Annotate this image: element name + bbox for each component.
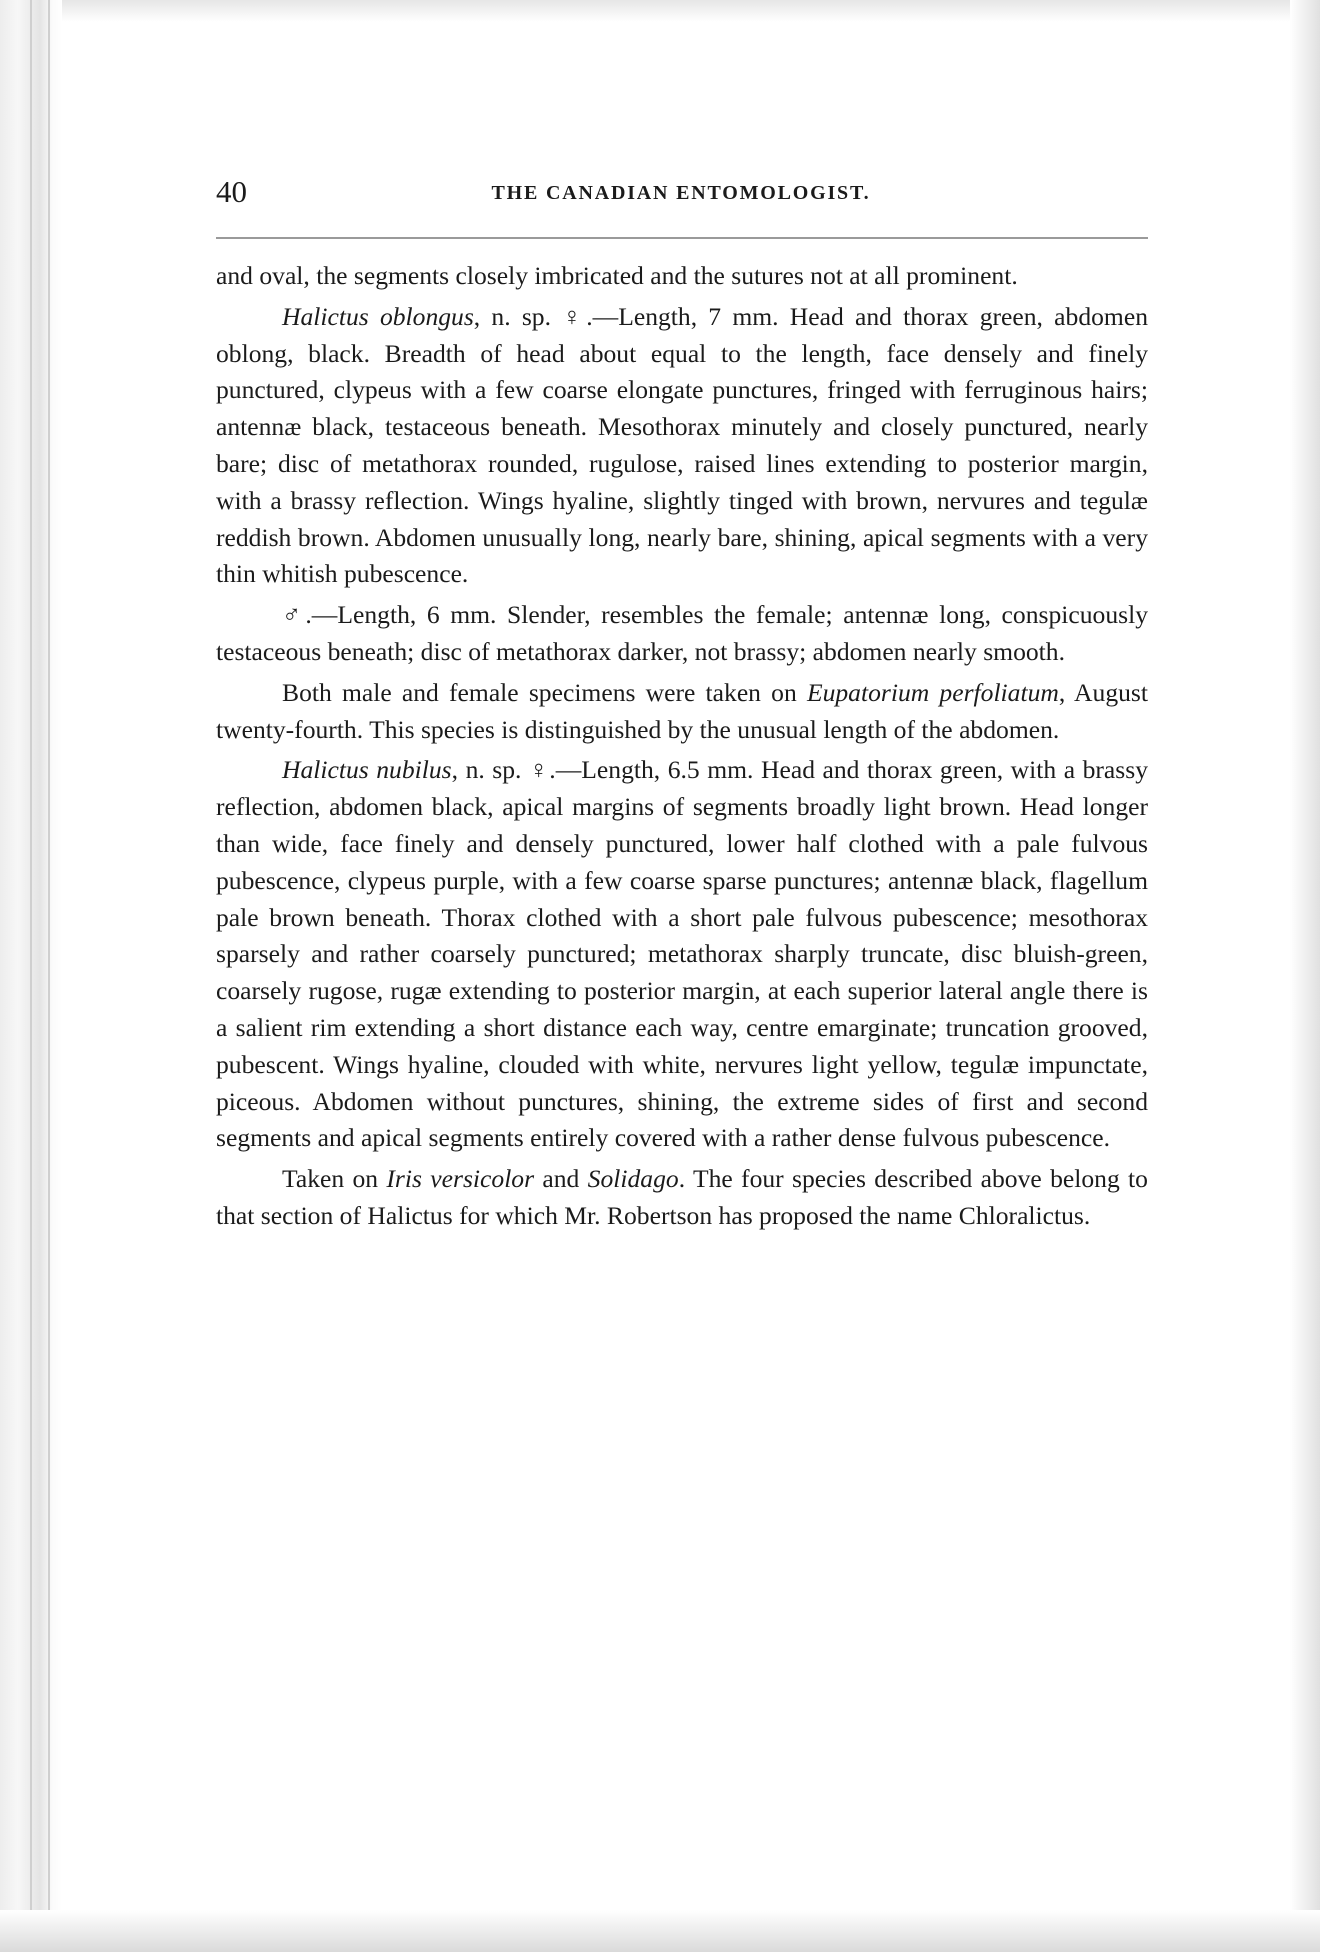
paragraph-text: , n. sp. ♀.—Length, 6.5 mm. Head and thorax green, with a brassy reflection, abdomen black, apical margins of segments broadly light brown. Head longer than wide, face finely and densely punctured, lower half clothed with a pale fulvous pubescence, clypeus purple, with a few coarse sparse punctures; antennæ black, flagellum pale brown beneath. Thorax clothed with a short pale fulvous pubescence; mesothorax sparsely and rather coarsely punctured; metathorax sharply truncate, disc bluish-green, coarsely rugose, rugæ extending to posterior margin, at each superior lateral angle there is a salient rim extending a short distance each way, centre emarginate; truncation grooved, pubescent. Wings hyaline, clouded with white, nervures light yellow, tegulæ impunctate, piceous. Abdomen without punctures, shining, the extreme sides of first and second segments and apical segments entirely covered with a rather dense fulvous pubescence. xyxy=(216,755,1148,1153)
paragraph-text: ♂.—Length, 6 mm. Slender, resembles the female; antennæ long, conspicuously testaceous beneath; disc of metathorax darker, not brassy; abdomen nearly smooth. xyxy=(216,600,1148,666)
page-header xyxy=(216,172,1146,212)
paragraph-specimens xyxy=(216,675,1148,749)
paragraph-continuation xyxy=(216,258,1148,295)
scan-page-edge-line xyxy=(48,0,50,1920)
scan-bottom-edge xyxy=(0,1910,1320,1952)
scan-right-edge xyxy=(1290,0,1320,1952)
page-number: 40 xyxy=(216,174,247,209)
body-text xyxy=(216,258,1148,1239)
paragraph-text: and oval, the segments closely imbricated and the sutures not at all prominent. xyxy=(216,261,1018,290)
paragraph-text: . The four species described above belong to that section of Halictus for which Mr. Robertson has proposed the name Chloralictus. xyxy=(216,1164,1148,1230)
header-rule xyxy=(216,237,1148,239)
paragraph-closing xyxy=(216,1161,1148,1235)
paragraph-text: , n. sp. ♀.—Length, 7 mm. Head and thorax green, abdomen oblong, black. Breadth of head about equal to the length, face densely and finely punctured, clypeus with a few coarse elongate punctures, fringed with ferruginous hairs; antennæ black, testaceous beneath. Mesothorax minutely and closely punctured, nearly bare; disc of metathorax rounded, rugulose, raised lines extending to posterior margin, with a brassy reflection. Wings hyaline, slightly tinged with brown, nervures and tegulæ reddish brown. Abdomen unusually long, nearly bare, shining, apical segments with a very thin whitish pubescence. xyxy=(216,301,1148,589)
running-title: THE CANADIAN ENTOMOLOGIST. xyxy=(491,182,871,204)
plant-name: Eupatorium perfoliatum xyxy=(806,677,1059,707)
paragraph-text: and xyxy=(534,1164,588,1194)
paragraph-halictus-oblongus xyxy=(216,299,1148,593)
plant-name: Iris versicolor xyxy=(386,1164,535,1194)
scan-page-edge-line xyxy=(30,0,32,1920)
paragraph-text: , August twenty-fourth. This species is distinguished by the unusual length of the abdomen. xyxy=(216,677,1148,744)
paragraph-halictus-nubilus xyxy=(216,752,1148,1157)
paragraph-male-description xyxy=(216,597,1148,671)
plant-name: Solidago xyxy=(587,1164,679,1194)
species-name: Halictus nubilus xyxy=(282,755,452,785)
species-name: Halictus oblongus xyxy=(282,301,474,331)
paragraph-text: Taken on xyxy=(282,1164,387,1194)
paragraph-text: Both male and female specimens were taken on xyxy=(282,677,807,707)
scan-top-edge xyxy=(62,0,1320,22)
